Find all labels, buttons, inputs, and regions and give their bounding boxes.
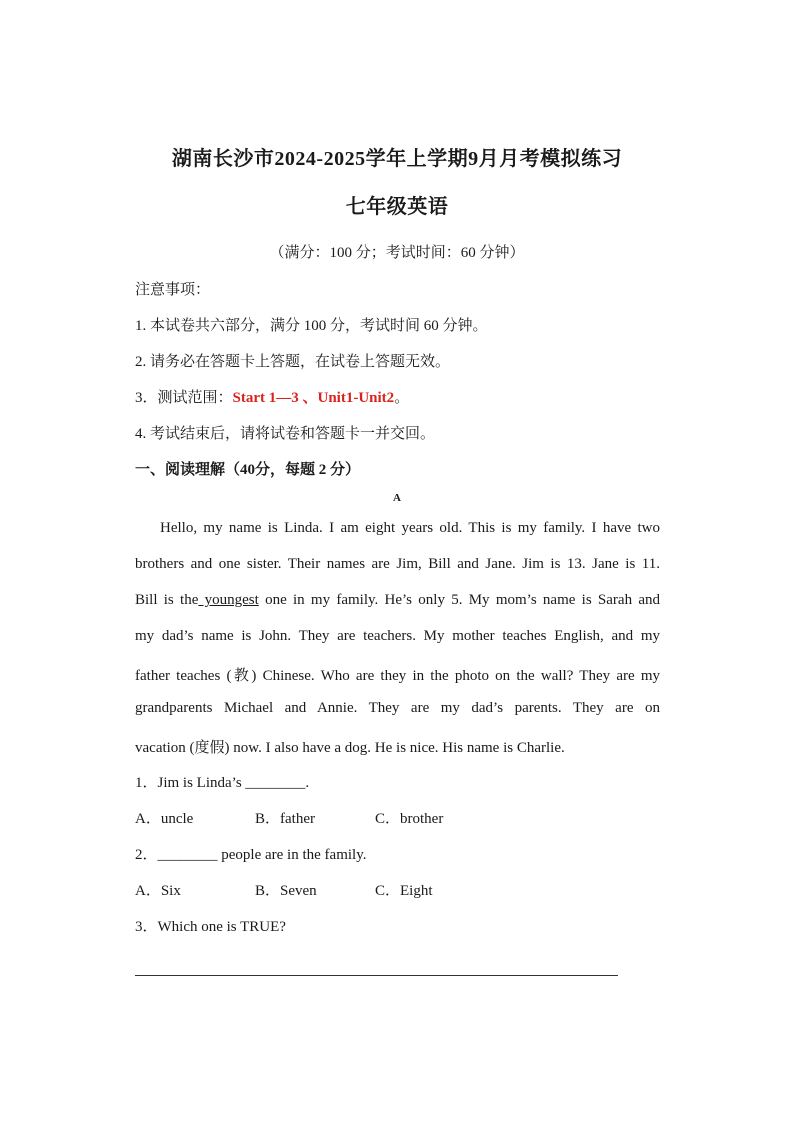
passage-line: Hello, my name is Linda. I am eight years old. This is my family. I have two: [160, 520, 660, 536]
option-a: A．uncle: [135, 811, 194, 827]
option-b: B．father: [255, 811, 315, 827]
passage-line: vacation (度假) now. I also have a dog. He is nice. His name is Charlie.: [135, 740, 565, 756]
notes-heading: 注意事项：: [135, 282, 211, 298]
scope-prefix: 3．测试范围：: [135, 390, 233, 406]
section-heading: 一、阅读理解（40分，每题 2 分）: [135, 462, 361, 478]
note-item-scope: [135, 386, 409, 407]
note-item: 2. 请务必在答题卡上答题，在试卷上答题无效。: [135, 354, 451, 370]
exam-title: 湖南长沙市2024-2025学年上学期9月月考模拟练习: [171, 148, 623, 170]
passage-line: [135, 592, 660, 609]
question-stem: 2．________ people are in the family.: [135, 847, 367, 863]
scope-value: Start 1—3 、Unit1-Unit2: [232, 390, 395, 406]
question-stem: 3．Which one is TRUE?: [135, 919, 286, 935]
option-a: A．Six: [135, 883, 181, 899]
passage-line: my dad’s name is John. They are teachers. My mother teaches English, and my: [135, 628, 660, 644]
passage-line-rest: one in my family. He’s only 5. My mom’s name is Sarah and: [265, 592, 661, 608]
option-c: C．brother: [375, 811, 444, 827]
subject-title: 七年级英语: [345, 196, 449, 218]
passage-line: grandparents Michael and Annie. They are my dad’s parents. They are on: [135, 700, 660, 716]
passage-line: father teaches (教) Chinese. Who are they in the photo on the wall? They are my: [135, 668, 660, 684]
exam-info: （满分：100 分；考试时间：60 分钟）: [269, 245, 525, 261]
question-stem: 1．Jim is Linda’s ________.: [135, 775, 310, 791]
option-b: B．Seven: [255, 883, 317, 899]
footer-divider: [135, 975, 618, 976]
underlined-word: youngest: [198, 592, 259, 608]
note-item: 4. 考试结束后，请将试卷和答题卡一并交回。: [135, 426, 436, 442]
option-c: C．Eight: [375, 883, 433, 899]
passage-line-prefix: Bill is the: [135, 592, 199, 608]
passage-line: brothers and one sister. Their names are Jim, Bill and Jane. Jim is 13. Jane is 11.: [135, 556, 660, 572]
passage-label: A: [393, 492, 401, 504]
scope-suffix: 。: [394, 390, 410, 406]
note-item: 1. 本试卷共六部分，满分 100 分，考试时间 60 分钟。: [135, 318, 488, 334]
